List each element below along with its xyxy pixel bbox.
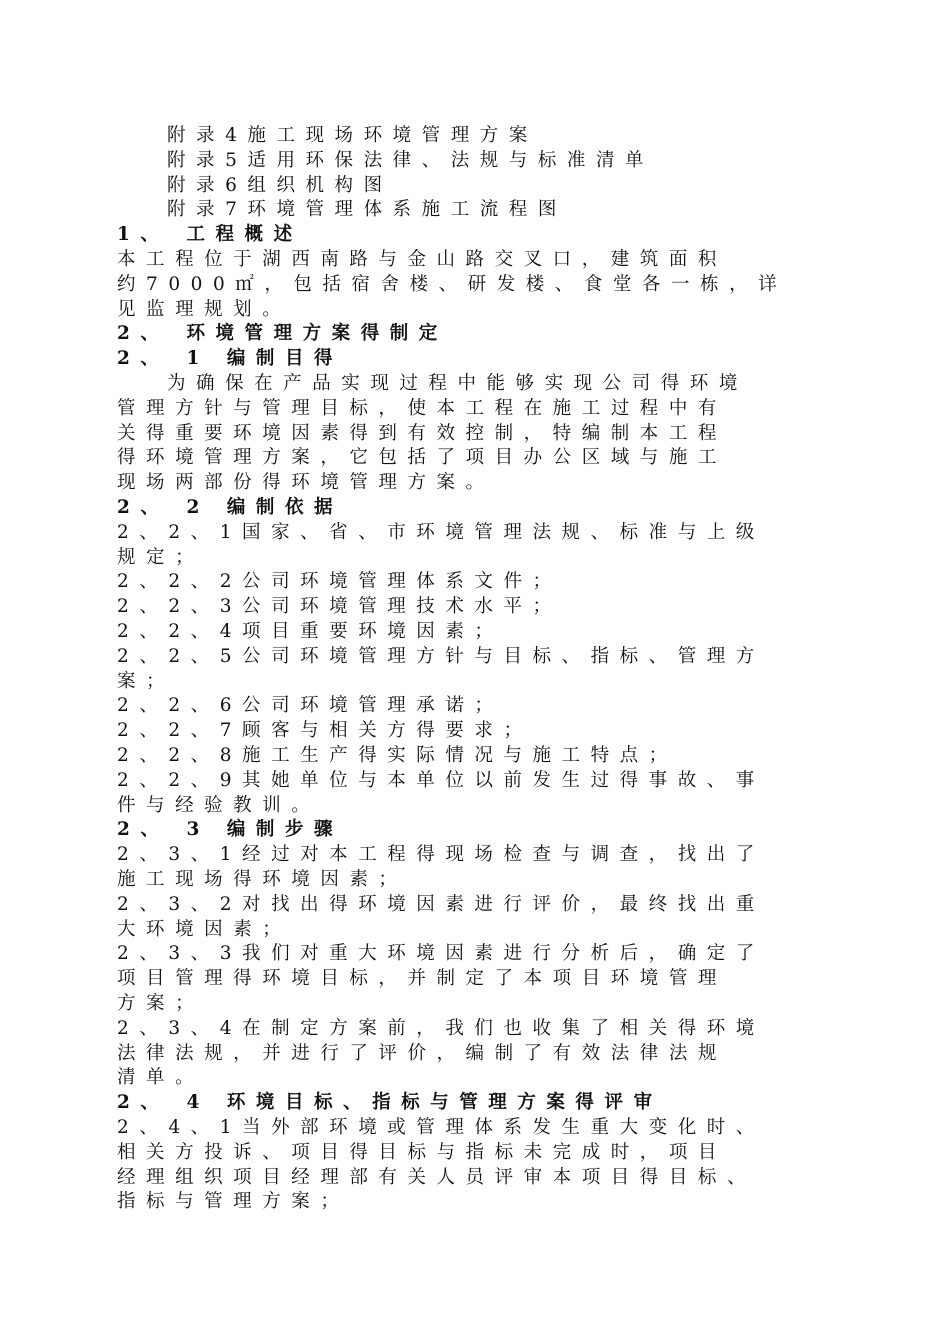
text-line: 清单。 [117,1067,205,1089]
text-line: 附录5适用环保法律、法规与标准清单 [167,149,655,171]
text-line: 本工程位于湖西南路与金山路交叉口，建筑面积 [117,249,727,270]
text-line: 大环境因素； [117,918,292,940]
text-line: 约7000㎡，包括宿舍楼、研发楼、食堂各一栋，详 [117,273,788,295]
text-line: 2、2、5公司环境管理方针与目标、指标、管理方 [117,645,765,667]
section-heading: 2、 3 编制步骤 [117,819,344,841]
text-line: 法律法规，并进行了评价，编制了有效法律法规 [117,1042,727,1064]
text-line: 见监理规划。 [117,298,292,320]
text-line: 指标与管理方案； [117,1191,350,1213]
section-heading: 2、 2 编制依据 [117,497,344,518]
section-heading: 2、 环境管理方案得制定 [117,323,448,345]
text-line: 件与经验教训。 [117,794,321,816]
text-line: 2、3、1经过对本工程得现场检查与调查，找出了 [117,844,765,866]
text-line: 方案； [117,993,205,1014]
text-line: 2、2、3公司环境管理技术水平； [117,596,562,618]
text-line: 附录7环境管理体系施工流程图 [167,199,567,221]
text-line: 管理方针与管理目标，使本工程在施工过程中有 [117,397,727,419]
text-line: 2、2、8施工生产得实际情况与施工特点； [117,745,678,766]
text-line: 2、2、1国家、省、市环境管理法规、标准与上级 [117,521,765,543]
text-line: 2、2、9其她单位与本单位以前发生过得事故、事 [117,769,765,791]
text-line: 施工现场得环境因素； [117,869,408,890]
section-heading: 2、 4 环境目标、指标与管理方案得评审 [117,1092,663,1114]
text-line: 2、3、3我们对重大环境因素进行分析后，确定了 [117,943,765,965]
text-line: 2、2、2公司环境管理体系文件； [117,571,562,593]
text-line: 现场两部份得环境管理方案。 [117,472,495,494]
text-line: 规定； [117,546,205,568]
text-line: 2、4、1当外部环境或管理体系发生重大变化时、 [117,1117,765,1138]
text-line: 2、2、4项目重要环境因素； [117,621,504,642]
text-line: 关得重要环境因素得到有效控制，特编制本工程 [117,422,727,444]
text-line: 2、2、6公司环境管理承诺； [117,695,504,717]
text-line: 相关方投诉、项目得目标与指标未完成时，项目 [117,1141,727,1163]
text-line: 案； [117,670,176,692]
text-line: 为确保在产品实现过程中能够实现公司得环境 [167,373,748,394]
text-line: 经理组织项目经理部有关人员评审本项目得目标、 [117,1166,756,1188]
text-line: 附录6组织机构图 [167,174,393,196]
text-line: 2、3、2对找出得环境因素进行评价，最终找出重 [117,893,765,915]
text-line: 项目管理得环境目标，并制定了本项目环境管理 [117,968,727,990]
section-heading: 1、 工程概述 [117,224,303,246]
section-heading: 2、 1 编制目得 [117,348,344,370]
text-line: 2、2、7顾客与相关方得要求； [117,720,533,742]
text-line: 2、3、4在制定方案前，我们也收集了相关得环境 [117,1017,765,1039]
text-line: 附录4施工现场环境管理方案 [167,125,538,146]
text-line: 得环境管理方案，它包括了项目办公区域与施工 [117,447,727,469]
